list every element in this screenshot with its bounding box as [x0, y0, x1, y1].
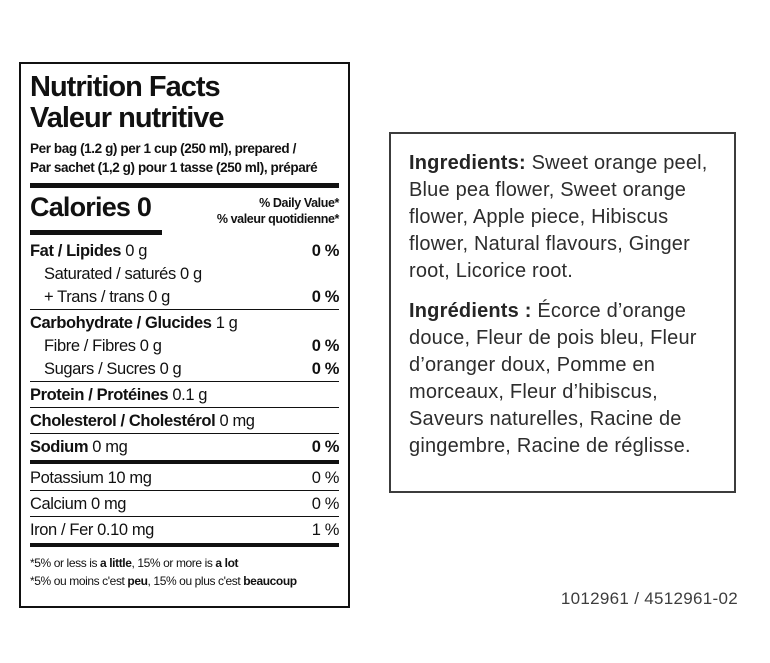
ingredients-en-label: Ingredients:	[409, 152, 526, 174]
nutrient-amount: Iron / Fer 0.10 mg	[30, 520, 154, 539]
nutrient-percent: 0 %	[311, 241, 339, 260]
footnote-en: *5% or less is a little, 15% or more is a lot	[30, 556, 239, 570]
nutrient-row-fat	[30, 239, 339, 262]
nutrient-percent: 0 %	[311, 437, 339, 456]
daily-value-header-en: % Daily Value*	[259, 196, 339, 210]
divider-thin	[30, 516, 339, 517]
nutrient-amount: Sugars / Sucres 0 g	[44, 359, 182, 378]
nutrient-row-carbohydrate	[30, 311, 339, 334]
nutrient-percent: 0 %	[311, 359, 339, 378]
divider-thin	[30, 381, 339, 382]
nutrient-row-saturated	[30, 262, 339, 285]
nutrient-percent: 1 %	[311, 520, 339, 539]
nutrient-row-sugars	[30, 357, 339, 380]
divider-thin	[30, 309, 339, 310]
divider-thick	[30, 183, 339, 188]
nutrition-facts-panel	[19, 62, 350, 608]
nutrient-label: Fat / Lipides	[30, 241, 122, 260]
calories-value: Calories 0	[30, 192, 152, 222]
nutrient-row-cholesterol	[30, 409, 339, 432]
serving-size	[30, 139, 339, 177]
ingredients-fr	[409, 298, 720, 460]
nutrient-amount: 0 g	[121, 241, 147, 260]
calories-row	[30, 192, 339, 227]
nutrient-amount: 0.1 g	[168, 385, 208, 404]
divider-medium	[30, 543, 339, 547]
nutrient-amount: Fibre / Fibres 0 g	[44, 336, 162, 355]
nutrient-amount: 1 g	[211, 313, 238, 332]
serving-size-en: Per bag (1.2 g) per 1 cup (250 ml), prepared /	[30, 141, 296, 156]
footnote-fr: *5% ou moins c'est peu, 15% ou plus c'est beaucoup	[30, 574, 297, 588]
nutrient-percent: 0 %	[311, 336, 339, 355]
nutrient-amount: Calcium 0 mg	[30, 494, 127, 513]
nutrient-amount: Saturated / saturés 0 g	[44, 264, 202, 283]
nutrient-percent: 0 %	[311, 287, 339, 306]
divider-medium	[30, 460, 339, 464]
nutrient-amount: Potassium 10 mg	[30, 468, 152, 487]
nutrient-label: Protein / Protéines	[30, 385, 169, 404]
nutrient-amount: 0 mg	[215, 411, 255, 430]
nutrient-label: Cholesterol / Cholestérol	[30, 411, 216, 430]
daily-value-header-fr: % valeur quotidienne*	[216, 212, 339, 226]
nutrient-label: Sodium	[30, 437, 89, 456]
nutrient-percent: 0 %	[311, 494, 339, 513]
nutrition-title-en: Nutrition Facts	[30, 71, 220, 103]
ingredients-panel	[389, 132, 736, 493]
nutrient-label: Carbohydrate / Glucides	[30, 313, 212, 332]
divider-thin	[30, 407, 339, 408]
nutrient-row-fibre	[30, 334, 339, 357]
nutrient-row-protein	[30, 383, 339, 406]
nutrient-amount: 0 mg	[88, 437, 128, 456]
serving-size-fr: Par sachet (1,2 g) pour 1 tasse (250 ml), préparé	[30, 160, 318, 175]
nutrient-amount: + Trans / trans 0 g	[44, 287, 170, 306]
calories-underline	[30, 230, 162, 235]
nutrition-title-fr: Valeur nutritive	[30, 102, 224, 134]
ingredients-en-text: Sweet orange peel, Blue pea flower, Sweet orange flower, Apple piece, Hibiscus flower, Natural flavours, Ginger root, Licorice root.	[409, 152, 708, 282]
product-code: 1012961 / 4512961-02	[560, 589, 738, 608]
nutrient-row-iron	[30, 518, 339, 541]
daily-value-footnotes	[30, 554, 339, 590]
divider-thin	[30, 490, 339, 491]
nutrient-percent: 0 %	[311, 468, 339, 487]
nutrient-row-potassium	[30, 466, 339, 489]
nutrient-row-calcium	[30, 492, 339, 515]
ingredients-en	[409, 150, 720, 285]
ingredients-fr-text: Écorce d’orange douce, Fleur de pois bleu, Fleur d’oranger doux, Pomme en morceaux, Fleur d’hibiscus, Saveurs naturelles, Racine de gingembre, Racine de réglisse.	[409, 300, 697, 457]
ingredients-fr-label: Ingrédients :	[409, 300, 532, 322]
nutrient-row-sodium	[30, 435, 339, 458]
nutrient-row-trans	[30, 285, 339, 308]
nutrition-title	[30, 72, 339, 134]
daily-value-header	[217, 192, 339, 227]
divider-thin	[30, 433, 339, 434]
